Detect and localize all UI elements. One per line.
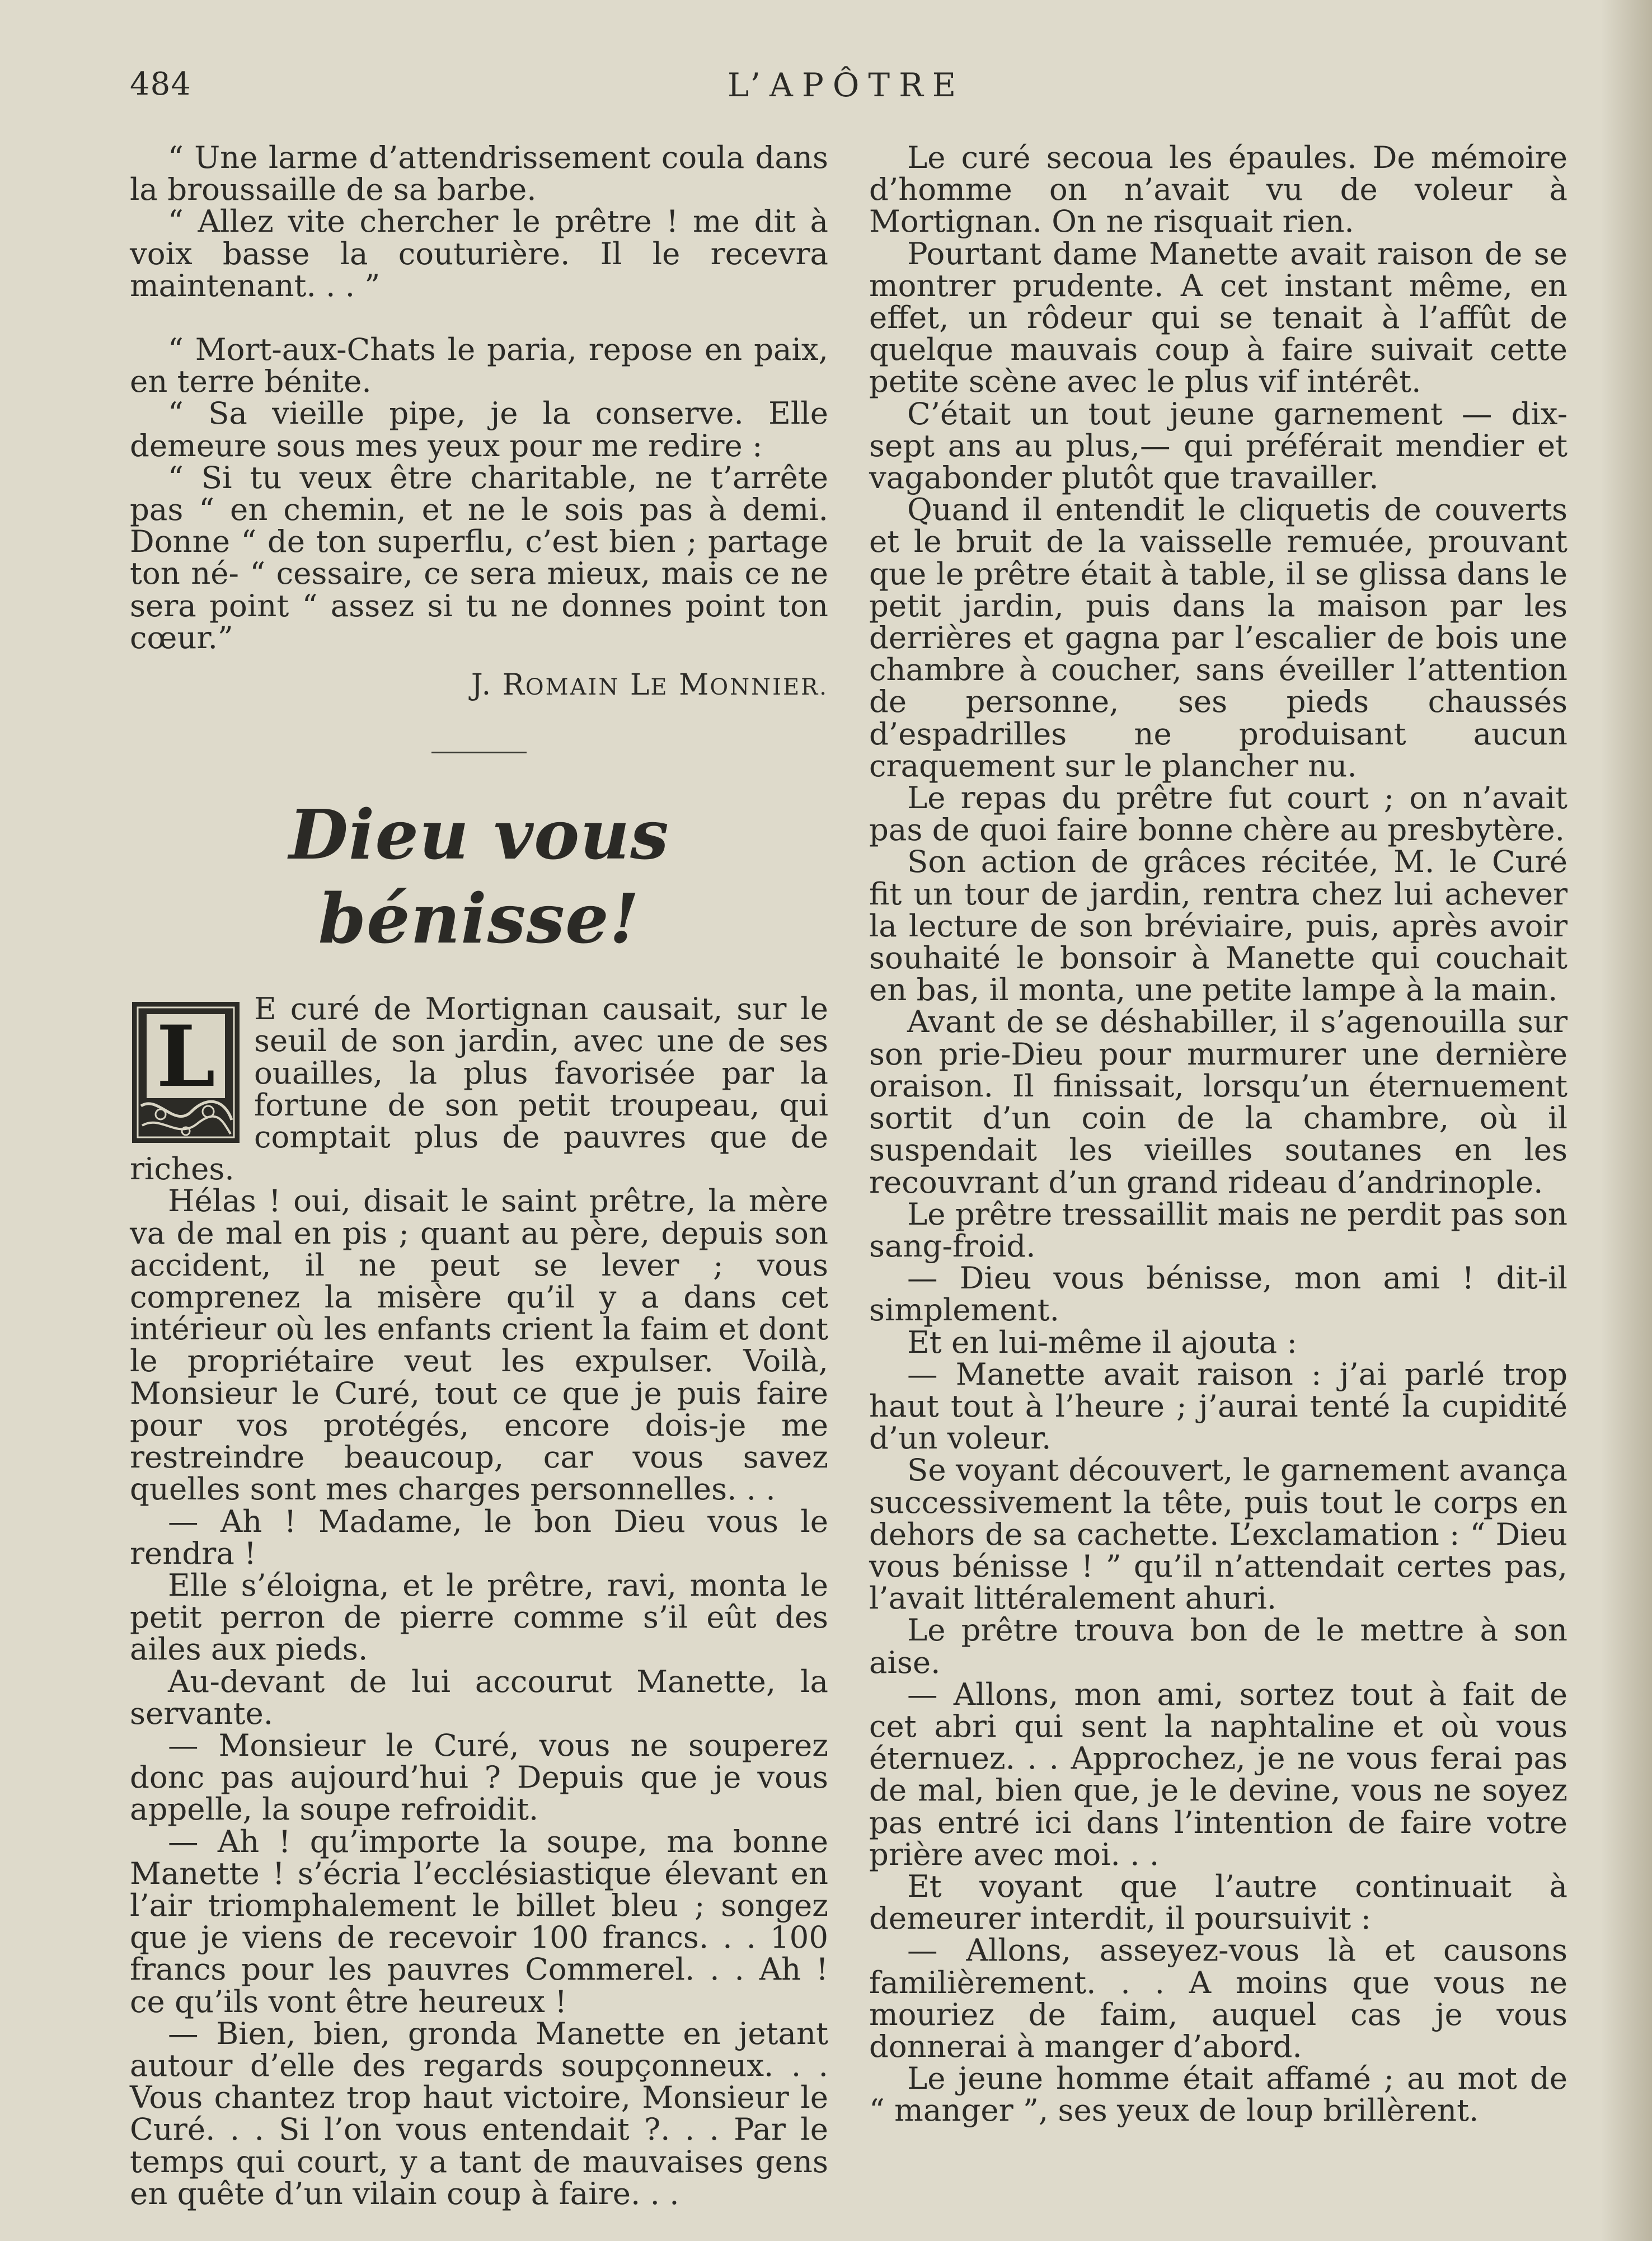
right-column — [869, 139, 1567, 2129]
paragraph: Avant de se déshabiller, il s’agenouilla sur son prie-Dieu pour murmurer une dernière oraison. Il finissait, lorsqu’un éternuement sortit d’un coin de la chambre, où il suspendait les vieilles soutanes en les recouvrant d’un grand rideau d’andrinople. — [869, 1004, 1567, 1200]
left-column — [130, 139, 828, 2211]
paragraph: Le repas du prêtre fut court ; on n’avait pas de quoi faire bonne chère au presbytère. — [869, 780, 1567, 848]
paragraph: — Dieu vous bénisse, mon ami ! dit-il simplement. — [869, 1260, 1567, 1328]
decorative-dropcap — [130, 1000, 242, 1145]
paragraph: — Allons, asseyez-vous là et causons familièrement. . . A moins que vous ne mouriez de faim, auquel cas je vous donnerai à manger d’abord. — [869, 1932, 1567, 2064]
paragraph: Hélas ! oui, disait le saint prêtre, la mère va de mal en pis ; quant au père, depuis son accident, il ne peut se lever ; vous comprenez la misère qu’il y a dans cet intérieur où les enfants crient la faim et dont le propriétaire veut les expulser. Voilà, Monsieur le Curé, tout ce que je puis faire pour vos protégés, encore dois-je me restreindre beaucoup, car vous savez quelles sont mes charges personnelles. . . — [130, 1183, 828, 1507]
page-header — [130, 66, 1562, 116]
paragraph: “ Sa vieille pipe, je la conserve. Elle demeure sous mes yeux pour me redire : — [130, 395, 828, 463]
paragraph: Au-devant de lui accourut Manette, la servante. — [130, 1663, 828, 1731]
paragraph: E curé de Mortignan causait, sur le seuil de son jardin, avec une de ses ouailles, la plus favorisée par la fortune de son petit troupeau, qui comptait plus de pauvres que de riches. — [130, 991, 828, 1187]
dropcap-letter: L — [156, 1007, 215, 1107]
article-title: Dieu vous bénisse! — [289, 794, 669, 959]
paragraph: Quand il entendit le cliquetis de couverts et le bruit de la vaisselle remuée, prouvant que le prêtre était à table, il se glissa dans le petit jardin, puis dans la maison par les derrières et gagna par l’escalier de bois une chambre à coucher, sans éveiller l’attention de personne, ses pieds chaussés d’espadrilles ne produisant aucun craquement sur le plancher nu. — [869, 491, 1567, 784]
page-number: 484 — [130, 66, 191, 102]
paragraph: Et en lui-même il ajouta : — [907, 1324, 1297, 1360]
paragraph: — Ah ! qu’importe la soupe, ma bonne Manette ! s’écria l’ecclésiastique élevant en l’air triomphalement le billet bleu ; songez que je viens de recevoir 100 francs. . . 100 francs pour les pauvres Commerel. . . Ah ! ce qu’ils vont être heureux ! — [130, 1823, 828, 2019]
paragraph: Le curé secoua les épaules. De mémoire d’homme on n’avait vu de voleur à Mortignan. On ne risquait rien. — [869, 139, 1567, 240]
paragraph: Se voyant découvert, le garnement avança successivement la tête, puis tout le corps en dehors de sa cachette. L’exclamation : “ Dieu vous bénisse ! ” qu’il n’attendait certes pas, l’avait littéralement ahuri. — [869, 1452, 1567, 1616]
paragraph: — Ah ! Madame, le bon Dieu vous le rendra ! — [130, 1503, 828, 1571]
paragraph: C’était un tout jeune garnement — dix-sept ans au plus,— qui préférait mendier et vagabonder plutôt que travailler. — [869, 395, 1567, 496]
paragraph: — Manette avait raison : j’ai parlé trop haut tout à l’heure ; j’aurai tenté la cupidité d’un voleur. — [869, 1356, 1567, 1456]
opening-paragraph — [130, 993, 828, 1185]
paragraph: Pourtant dame Manette avait raison de se montrer prudente. A cet instant même, en effet, un rôdeur qui se tenait à l’affût de quelque mauvais coup à faire suivait cette petite scène avec le plus vif intérêt. — [869, 235, 1567, 400]
paragraph: — Bien, bien, gronda Manette en jetant autour d’elle des regards soupçonneux. . . Vous chantez trop haut victoire, Monsieur le Curé. . . Si l’on vous entendait ?. . . Par le temps qui court, y a tant de mauvaises gens en quête d’un vilain coup à faire. . . — [130, 2015, 828, 2211]
paragraph: — Monsieur le Curé, vous ne souperez donc pas aujourd’hui ? Depuis que je vous appelle, la soupe refroidit. — [130, 1727, 828, 1827]
paragraph: Le prêtre tressaillit mais ne perdit pas son sang-froid. — [869, 1195, 1567, 1264]
paragraph: “ Une larme d’attendrissement coula dans la broussaille de sa barbe. — [130, 139, 828, 208]
paragraph: Son action de grâces récitée, M. le Curé fit un tour de jardin, rentra chez lui achever la lecture de son bréviaire, puis, après avoir souhaité le bonsoir à Manette qui couchait en bas, il monta, une petite lampe à la main. — [869, 843, 1567, 1008]
paragraph: “ Allez vite chercher le prêtre ! me dit à voix basse la couturière. Il le recevra maintenant. . . ” — [130, 203, 828, 303]
author-signature: J. ROMAIN LE MONNIER. — [471, 668, 828, 702]
paragraph: “ Si tu veux être charitable, ne t’arrête pas “ en chemin, et ne le sois pas à demi. Donne “ de ton superflu, c’est bien ; partage ton né- “ cessaire, ce sera mieux, mais ce ne sera point “ assez si tu ne donnes point ton cœur.” — [130, 459, 828, 655]
paragraph: Le jeune homme était affamé ; au mot de “ manger ”, ses yeux de loup brillèrent. — [869, 2060, 1567, 2129]
running-title: L’APÔTRE — [727, 66, 965, 104]
paragraph: Le prêtre trouva bon de le mettre à son aise. — [869, 1612, 1567, 1680]
paragraph: Et voyant que l’autre continuait à demeurer interdit, il poursuivit : — [869, 1868, 1567, 1937]
paragraph: “ Mort-aux-Chats le paria, repose en paix, en terre bénite. — [130, 331, 828, 400]
section-divider — [431, 752, 527, 753]
paragraph: Elle s’éloigna, et le prêtre, ravi, monta le petit perron de pierre comme s’il eût des ailes aux pieds. — [130, 1567, 828, 1667]
paragraph: — Allons, mon ami, sortez tout à fait de cet abri qui sent la naphtaline et où vous éternuez. . . Approchez, je ne vous ferai pas de mal, bien que, je le devine, vous ne soyez pas entré ici dans l’intention de faire votre prière avec moi. . . — [869, 1676, 1567, 1872]
